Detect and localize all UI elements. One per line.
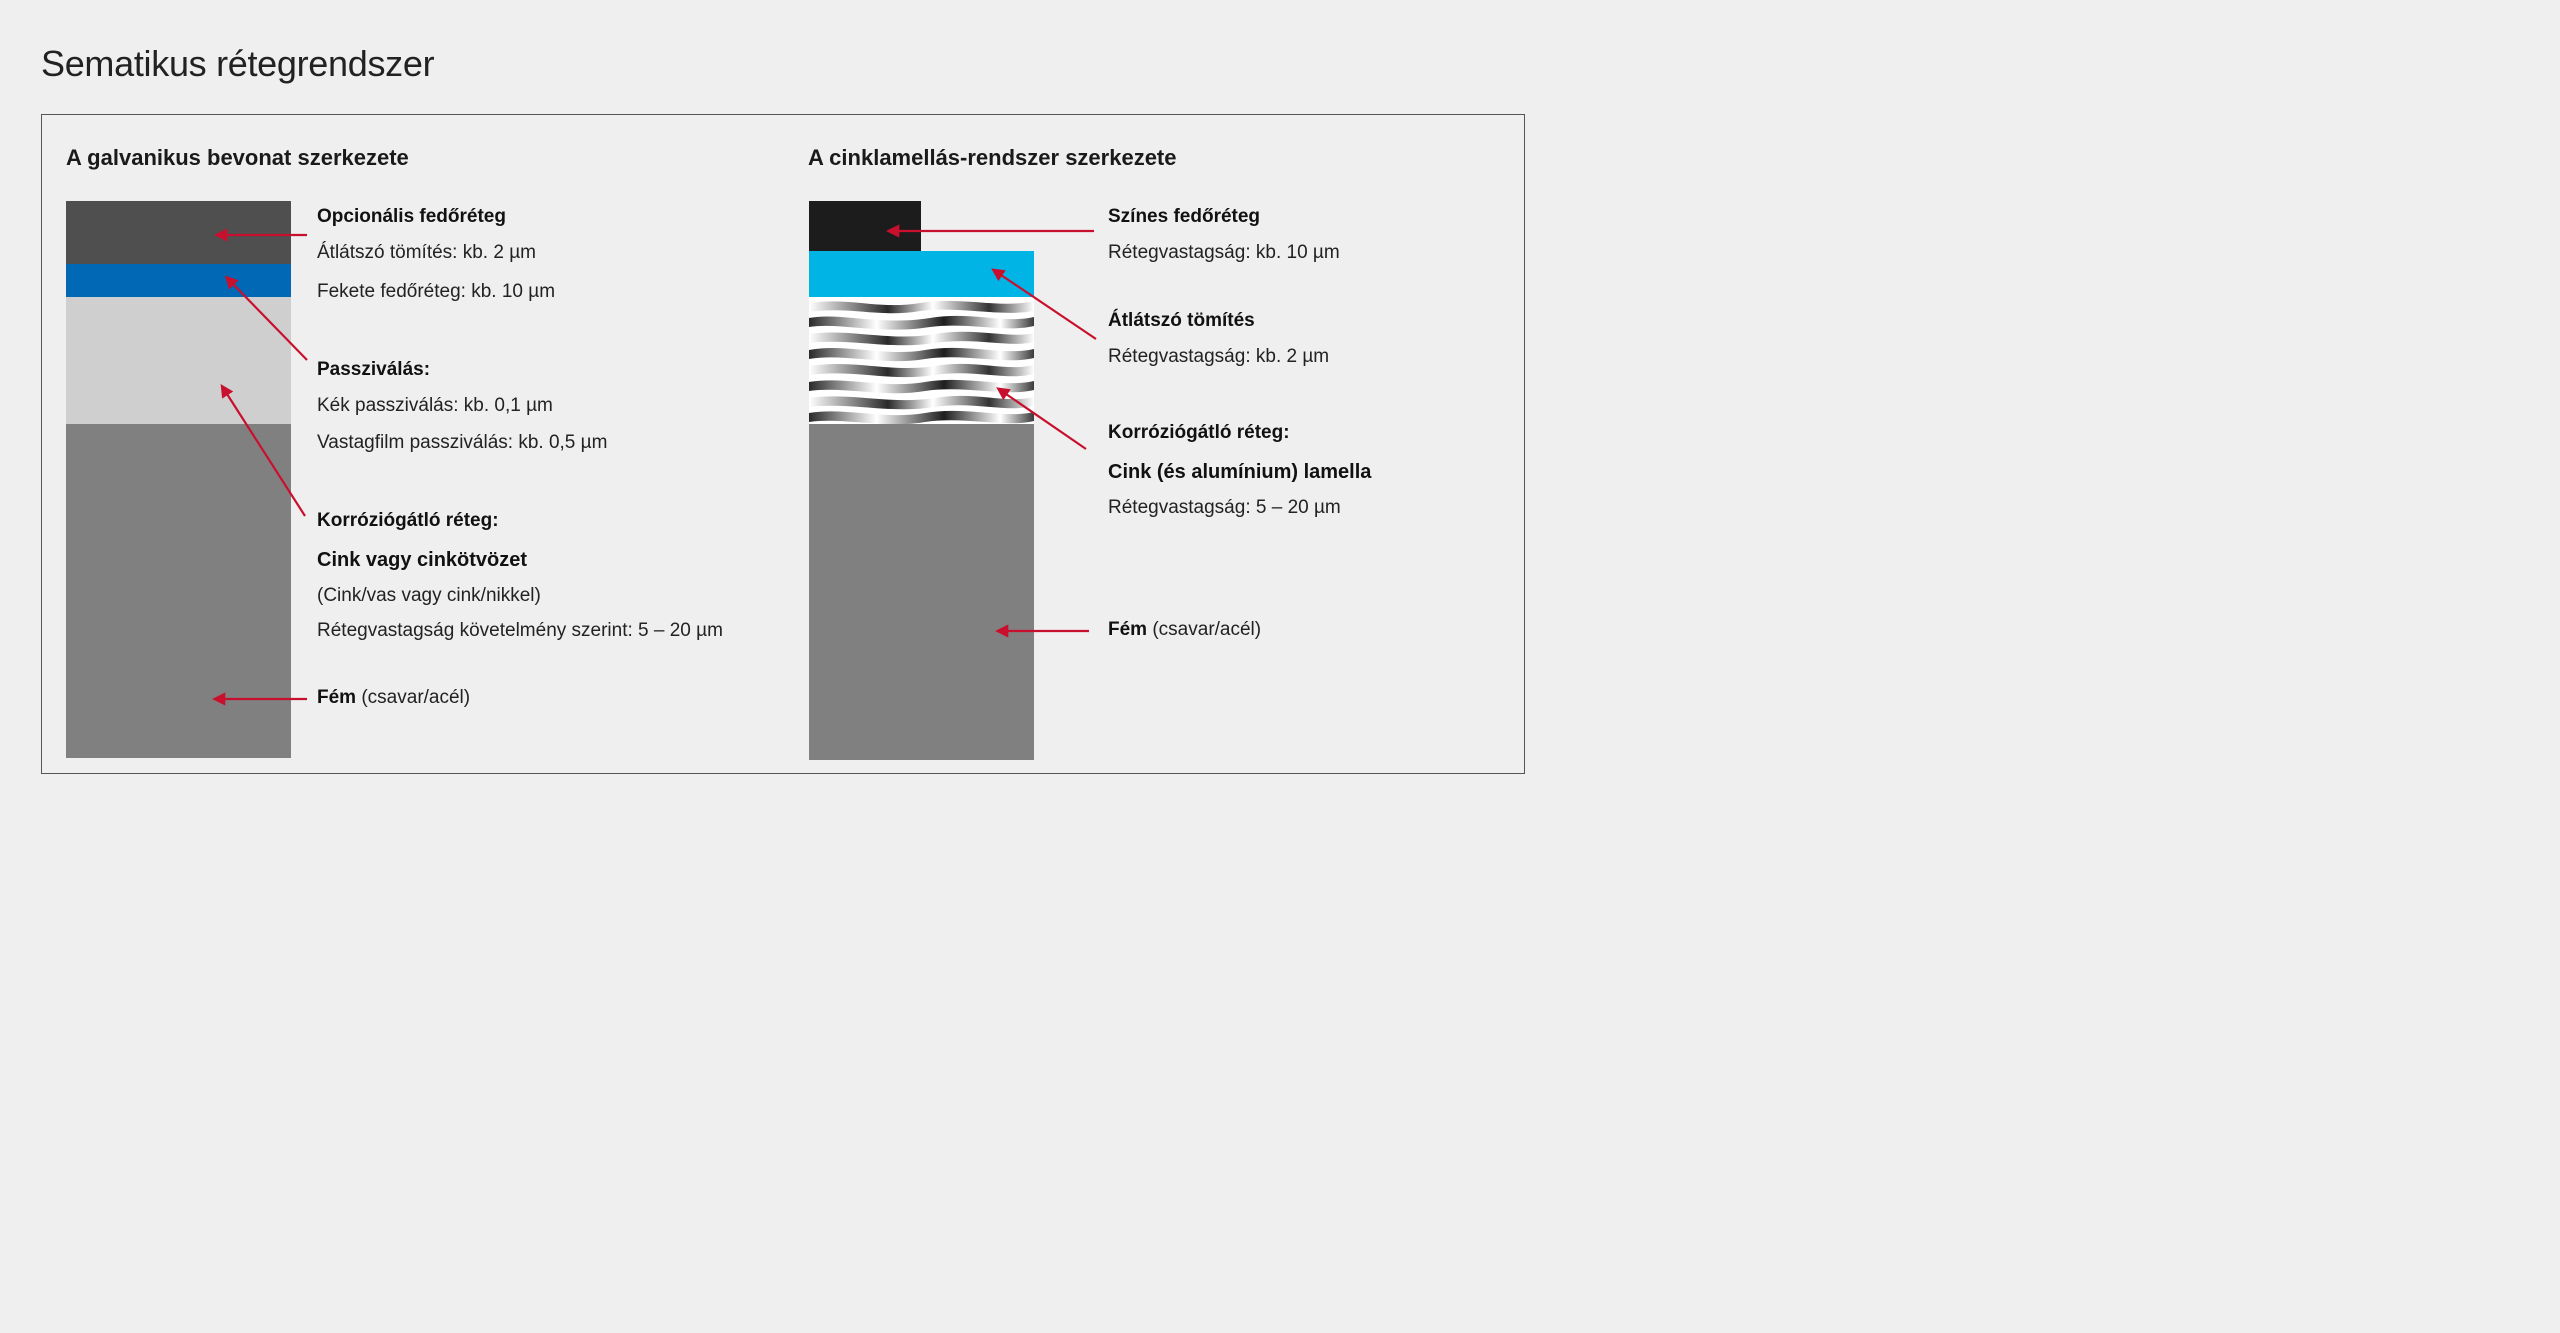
left-layer-metal [66, 424, 291, 758]
left-label-corrosion-title: Korróziógátló réteg: [317, 510, 499, 531]
right-label-color-title: Színes fedőréteg [1108, 206, 1261, 227]
left-label-passivation-line1: Kék passziválás: kb. 0,1 µm [317, 395, 553, 416]
left-label-passivation-line2: Vastagfilm passziválás: kb. 0,5 µm [317, 432, 608, 453]
right-label-metal-rest: (csavar/acél) [1147, 619, 1262, 640]
left-label-metal [317, 687, 470, 709]
page-title: Sematikus rétegrendszer [41, 43, 435, 84]
left-layer-light-passivation [66, 297, 291, 424]
left-label-corrosion-line2: Rétegvastagság követelmény szerint: 5 – 20 µm [317, 620, 723, 641]
left-layer-blue-passivation [66, 264, 291, 297]
right-label-corrosion-title: Korróziógátló réteg: [1108, 422, 1290, 443]
right-layer-color-topcoat [809, 201, 921, 251]
left-label-optional-title: Opcionális fedőréteg [317, 206, 506, 227]
right-label-color-line1: Rétegvastagság: kb. 10 µm [1108, 242, 1340, 263]
left-label-corrosion-subtitle: Cink vagy cinkötvözet [317, 549, 528, 571]
left-label-metal-bold: Fém [317, 687, 357, 708]
right-label-seal-line1: Rétegvastagság: kb. 2 µm [1108, 346, 1330, 367]
left-label-metal-rest: (csavar/acél) [356, 687, 471, 708]
right-label-metal-bold: Fém [1108, 619, 1148, 640]
right-panel-title: A cinklamellás-rendszer szerkezete [808, 145, 1177, 170]
left-label-optional-line2: Fekete fedőréteg: kb. 10 µm [317, 281, 556, 302]
right-layer-metal [809, 424, 1034, 760]
left-label-optional-line1: Átlátszó tömítés: kb. 2 µm [317, 242, 536, 263]
right-layer-cyan-seal [809, 251, 1034, 297]
right-label-seal-title: Átlátszó tömítés [1108, 310, 1255, 331]
left-panel-title: A galvanikus bevonat szerkezete [66, 145, 409, 170]
right-label-corrosion-line1: Rétegvastagság: 5 – 20 µm [1108, 497, 1341, 518]
left-label-corrosion-line1: (Cink/vas vagy cink/nikkel) [317, 585, 541, 606]
left-layer-optional-topcoat [66, 201, 291, 264]
right-label-corrosion-subtitle: Cink (és alumínium) lamella [1108, 461, 1372, 483]
right-label-metal [1108, 619, 1261, 641]
left-label-passivation-title: Passziválás: [317, 359, 431, 380]
